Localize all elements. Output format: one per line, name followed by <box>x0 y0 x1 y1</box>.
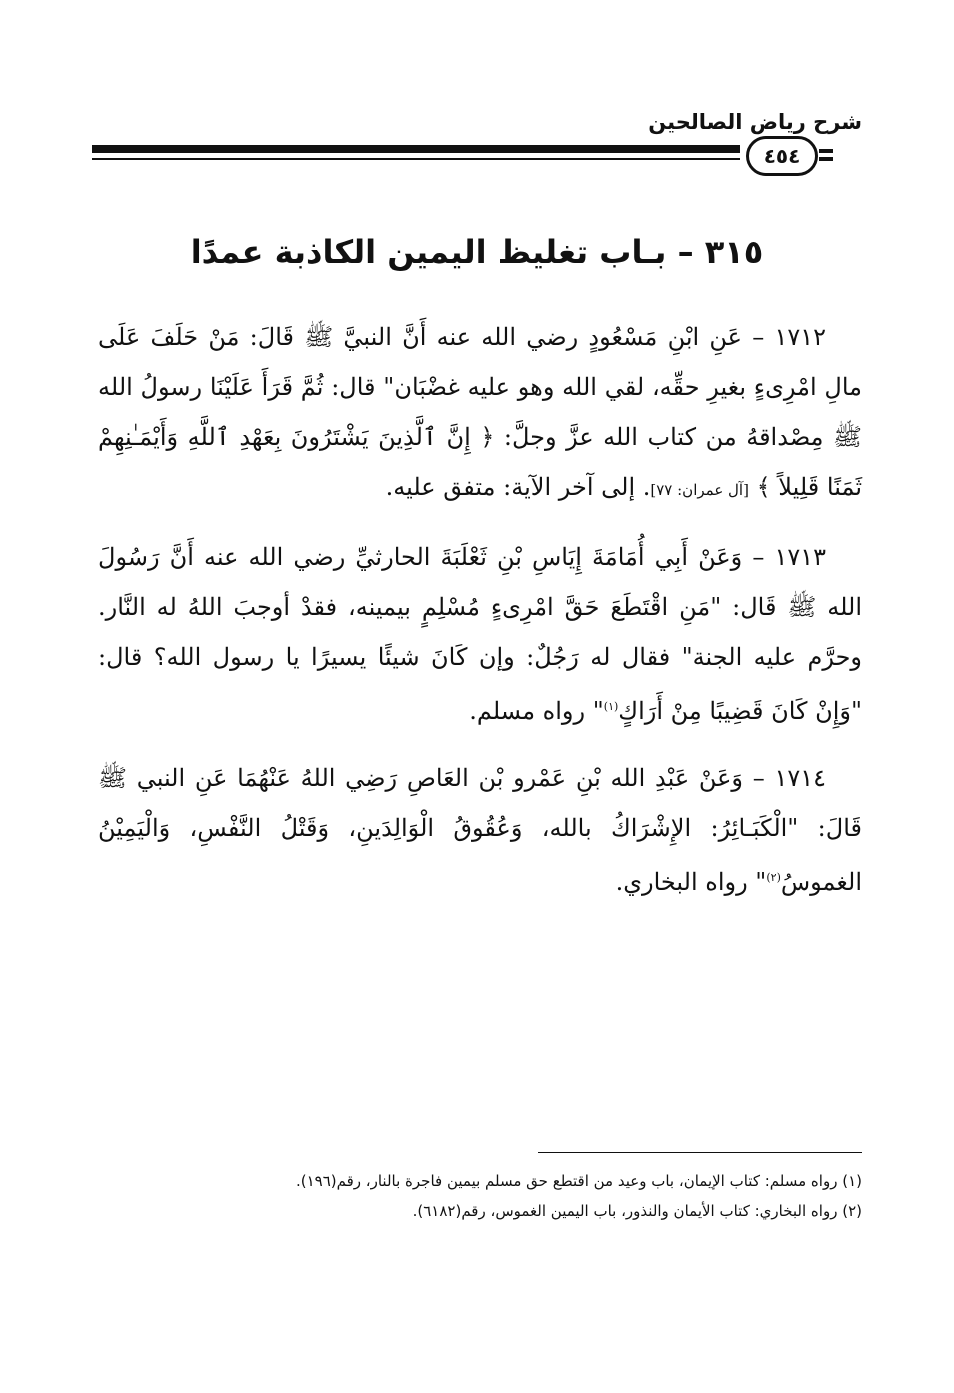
header-rule-thick <box>92 145 740 153</box>
hadith-text-end: " رواه البخاري. <box>615 868 767 896</box>
hadith-text-end: . إلى آخر الآية: متفق عليه. <box>385 473 651 501</box>
footnotes <box>92 1166 862 1226</box>
page-number-badge <box>746 136 818 176</box>
header-rule-stub-top <box>819 149 833 153</box>
footnote-1: (١) رواه مسلم: كتاب الإيمان، باب وعيد من اقتطع حق مسلم بيمين فاجرة بالنار، رقم(١٩٦). <box>295 1172 862 1190</box>
header-rule-thin <box>92 158 740 160</box>
header-rule-stub-bottom <box>819 157 833 161</box>
footnote-2: (٢) رواه البخاري: كتاب الأيمان والنذور، باب اليمين الغموس، رقم(٦١٨٢). <box>412 1202 862 1220</box>
hadith-text-end: " رواه مسلم. <box>469 697 604 725</box>
footnote-marker[interactable]: (١) <box>603 700 619 713</box>
hadith-1713 <box>98 532 862 736</box>
hadith-1714 <box>98 753 862 907</box>
quran-reference: [آل عمران: ٧٧] <box>650 481 749 499</box>
book-title: شرح رياض الصالحين <box>648 110 862 134</box>
hadith-1712 <box>98 312 862 515</box>
hadith-text: ١٧١٢ – عَنِ ابْنِ مَسْعُودٍ رضي الله عنه أَنَّ النبيَّ ﷺ قَالَ: مَنْ حَلَفَ عَلَى مالِ امْرِىءٍ بغيرِ حقِّه، لقي الله وهو عليه غضْبَان" قال: ثُمَّ قَرَأَ عَلَيْنَا رسولُ الله ﷺ مِصْداقهُ من كتاب الله عزَّ وجلَّ: ﴿ إِنَّ ٱلَّذِينَ يَشْتَرُونَ بِعَهْدِ ٱللَّهِ وَأَيْمَـٰنِهِمْ ثَمَنًا قَلِيلاً ﴾ <box>98 323 862 501</box>
footnote-separator <box>538 1152 862 1153</box>
footnote-marker[interactable]: (٢) <box>766 871 781 884</box>
page-number: ٤٥٤ <box>763 144 801 168</box>
chapter-title: ٣١٥ – بـاب تغليظ اليمين الكاذبة عمدًا <box>190 233 764 271</box>
hadith-text: ١٧١٣ – وَعَنْ أَبِي أُمَامَةَ إِيَاسِ بْنِ ثَعْلَبَةَ الحارثيِّ رضي الله عنه أَنَّ رَسُولَ الله ﷺ قَال: "مَنِ اقْتَطَعَ حَقَّ امْرِىءٍ مُسْلِمٍ بيمينه، فقدْ أوجبَ اللهُ له النَّار. وحرَّم عليه الجنة" فقال له رَجُلٌ: وإن كَانَ شيئًا يسيرًا يا رسول الله؟ قال: "وَإِنْ كَانَ قَضِيبًا مِنْ أَرَاكٍ <box>98 543 863 725</box>
hadith-list <box>98 312 862 907</box>
hadith-text: ١٧١٤ – وَعَنْ عَبْدِ الله بْنِ عَمْرو بْن العَاصِ رَضِي اللهُ عَنْهُمَا عَنِ النبي ﷺ قَالَ: "الْكَبَـائِرُ: الإِشْرَاكُ بالله، وَعُقُوقُ الْوَالِدَينِ، وَقَتْلُ النَّفْسِ، وَالْيَمِيْنُ الغموسُ <box>98 764 862 896</box>
